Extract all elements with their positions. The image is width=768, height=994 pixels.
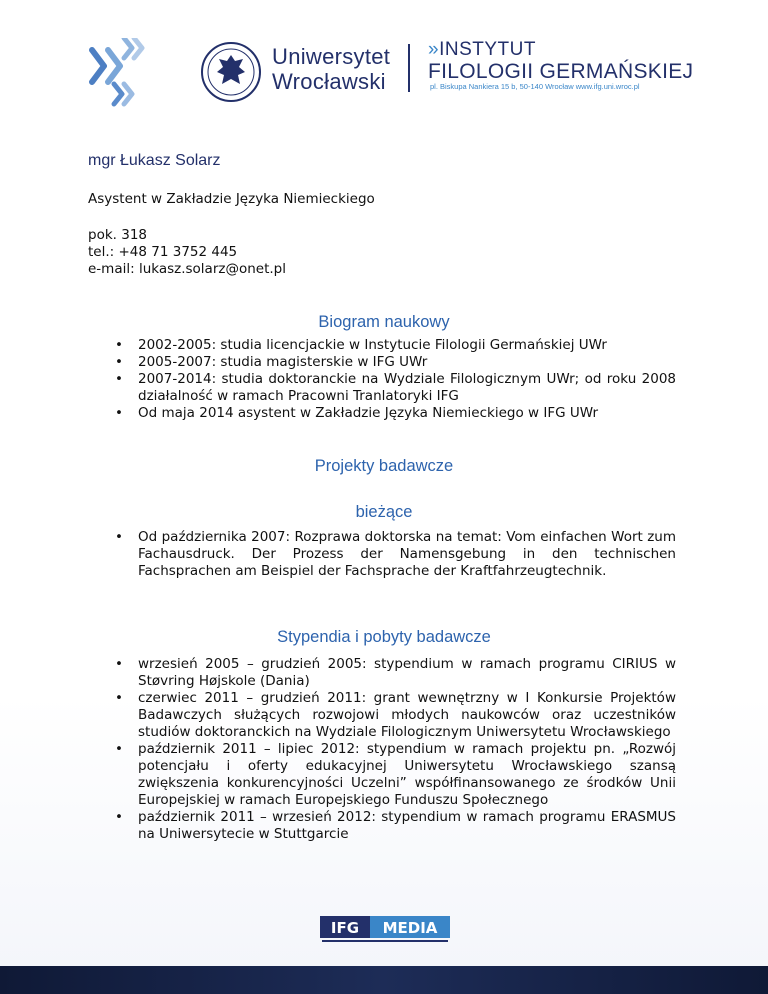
list-item: • wrzesień 2005 – grudzień 2005: stypendium w ramach programu CIRIUS w Støvring Højskole (Dania) xyxy=(88,656,676,690)
institute-name-line2: FILOLOGII GERMAŃSKIEJ xyxy=(428,60,694,83)
university-name-line2: Wrocławski xyxy=(272,69,386,94)
logo-text-media: MEDIA xyxy=(382,919,438,937)
institute-name-line1: INSTYTUT xyxy=(439,39,536,60)
person-position: Asystent w Zakładzie Języka Niemieckiego xyxy=(88,191,375,207)
room-number: pok. 318 xyxy=(88,227,147,243)
section-title-stipends: Stypendia i pobyty badawcze xyxy=(277,628,491,646)
university-seal-icon xyxy=(200,41,262,103)
logo-text-ifg: IFG xyxy=(330,919,360,937)
institute-name xyxy=(428,40,693,83)
biogram-list xyxy=(88,337,676,422)
section-subtitle-current: bieżące xyxy=(355,503,413,521)
stipends-list xyxy=(88,656,676,843)
list-item: • 2007-2014: studia doktoranckie na Wydziale Filologicznym UWr; od roku 2008 działalność w ramach Pracowni Tranlatoryki IFG xyxy=(88,371,676,405)
university-name-line1: Uniwersytet xyxy=(272,44,391,69)
list-item: • Od października 2007: Rozprawa doktorska na temat: Vom einfachen Wort zum Fachausdruck. Der Prozess der Namensgebung in den technischen Fachsprachen am Beispiel der Fachsprache der Kraftfahrzeugtechnik. xyxy=(88,529,676,580)
institute-address: pl. Biskupa Nankiera 15 b, 50-140 Wrocław www.ifg.uni.wroc.pl xyxy=(430,82,640,91)
list-item: • 2005-2007: studia magisterskie w IFG UWr xyxy=(88,354,676,371)
person-name: mgr Łukasz Solarz xyxy=(88,152,221,169)
footer-band xyxy=(0,966,768,994)
section-title-biogram: Biogram naukowy xyxy=(318,313,450,331)
projects-list xyxy=(88,529,676,580)
university-name xyxy=(272,44,390,94)
email-address: e-mail: lukasz.solarz@onet.pl xyxy=(88,261,286,277)
header-divider xyxy=(408,44,410,92)
list-item: • październik 2011 – lipiec 2012: stypendium w ramach projektu pn. „Rozwój potencjału i oferty edukacyjnej Uniwersytetu Wrocławskiego szansą zwiększenia konkurencyjności Uczelni” współfinansowanego ze środków Unii Europejskiej w ramach Europejskiego Funduszu Społecznego xyxy=(88,741,676,809)
phone-number: tel.: +48 71 3752 445 xyxy=(88,244,238,260)
chevrons-logo-icon xyxy=(86,38,166,108)
section-title-projects: Projekty badawcze xyxy=(314,457,454,475)
ifg-media-logo xyxy=(320,916,450,944)
list-item: • 2002-2005: studia licencjackie w Instytucie Filologii Germańskiej UWr xyxy=(88,337,676,354)
contact-block xyxy=(88,227,286,278)
list-item: • październik 2011 – wrzesień 2012: stypendium w ramach programu ERASMUS na Uniwersytecie w Stuttgarcie xyxy=(88,809,676,843)
double-chevron-icon: » xyxy=(428,39,440,60)
list-item: • czerwiec 2011 – grudzień 2011: grant wewnętrzny w I Konkursie Projektów Badawczych służących rozwojowi młodych naukowców oraz uczestników studiów doktoranckich na Wydziale Filologicznym Uniwersytetu Wrocławskiego xyxy=(88,690,676,741)
list-item: • Od maja 2014 asystent w Zakładzie Języka Niemieckiego w IFG UWr xyxy=(88,405,676,422)
